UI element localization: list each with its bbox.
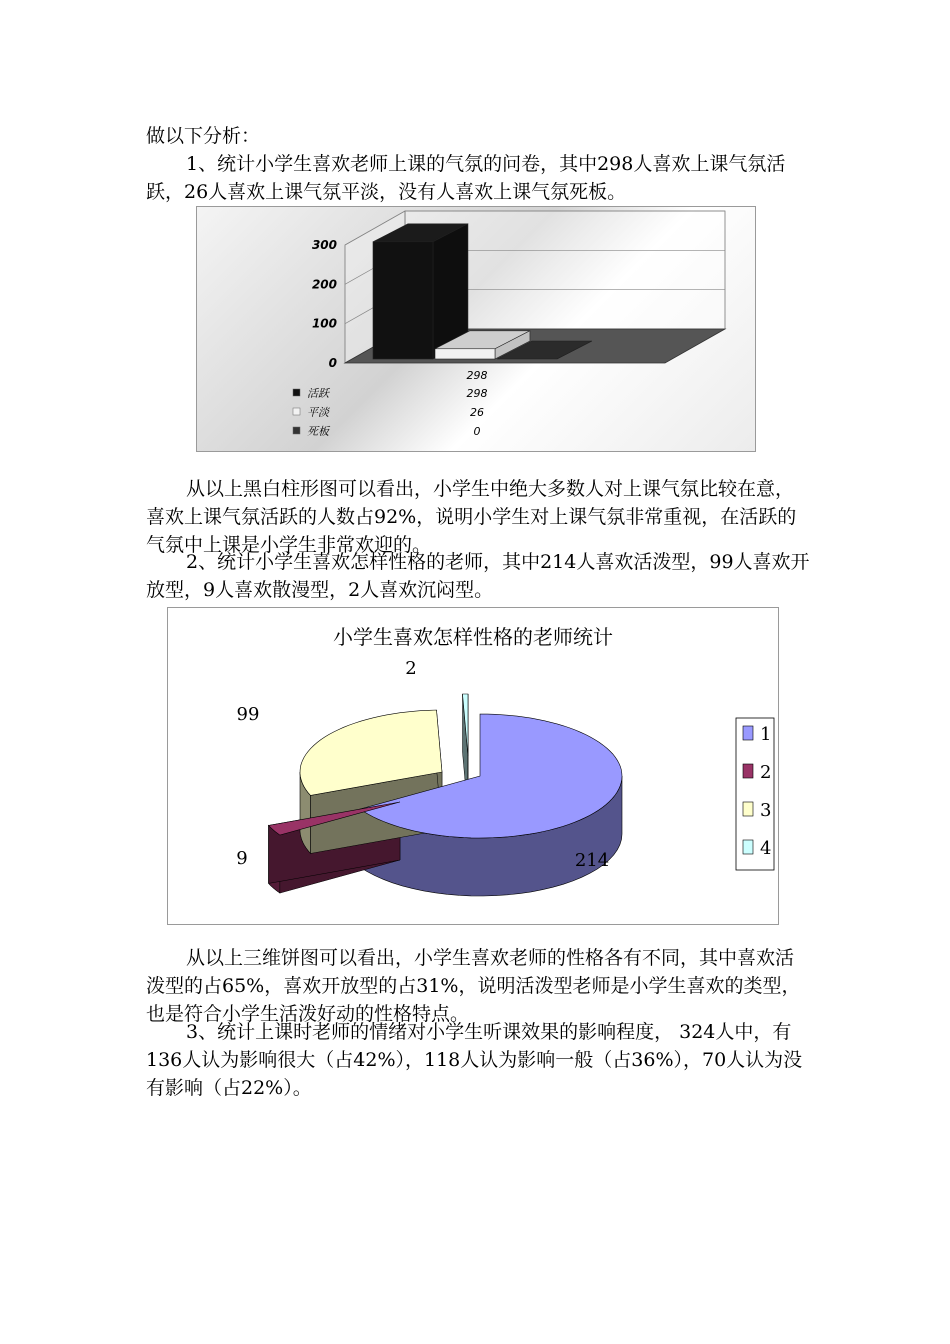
pie-title: 小学生喜欢怎样性格的老师统计 xyxy=(333,625,613,649)
legend-value: 26 xyxy=(470,406,484,419)
legend-label: 活跃 xyxy=(307,387,329,400)
pie-legend-label: 2 xyxy=(760,762,772,783)
y-tick-label: 0 xyxy=(328,356,337,370)
pie-data-label: 214 xyxy=(574,850,610,871)
pie-data-label: 2 xyxy=(405,658,417,679)
bar xyxy=(373,242,433,359)
pie-data-label: 99 xyxy=(236,704,260,725)
legend-value: 0 xyxy=(473,425,481,438)
legend-label: 平淡 xyxy=(307,406,329,419)
pie-legend-swatch xyxy=(743,802,753,816)
bar-chart-svg xyxy=(197,207,755,451)
category-label: 298 xyxy=(466,369,488,382)
pie-chart-svg xyxy=(168,608,778,924)
legend-value: 298 xyxy=(466,387,488,400)
paragraph-3: 2、统计小学生喜欢怎样性格的老师，其中214人喜欢活泼型，99人喜欢开放型，9人喜欢散漫型，2人喜欢沉闷型。 xyxy=(146,551,810,601)
paragraph-5: 3、统计上课时老师的情绪对小学生听课效果的影响程度， 324人中，有136人认为影响很大（占42%），118人认为影响一般（占36%），70人认为没有影响（占22%）。 xyxy=(146,1021,803,1099)
pie-chart xyxy=(167,607,779,925)
pie-legend-swatch xyxy=(743,726,753,740)
legend-label: 死板 xyxy=(307,425,329,438)
y-tick-label: 300 xyxy=(311,238,337,252)
pie-legend-label: 1 xyxy=(760,724,772,745)
legend-swatch xyxy=(293,389,300,396)
y-tick-label: 200 xyxy=(311,277,337,292)
bar xyxy=(435,349,495,359)
bar-chart xyxy=(196,206,756,452)
paragraph-1: 1、统计小学生喜欢老师上课的气氛的问卷，其中298人喜欢上课气氛活跃，26人喜欢上课气氛平淡，没有人喜欢上课气氛死板。 xyxy=(146,153,786,203)
paragraph-2: 从以上黑白柱形图可以看出，小学生中绝大多数人对上课气氛比较在意，喜欢上课气氛活跃的人数占92%，说明小学生对上课气氛非常重视，在活跃的气氛中上课是小学生非常欢迎的。 xyxy=(146,478,797,556)
pie-data-label: 9 xyxy=(236,848,248,869)
intro-text: 做以下分析： xyxy=(146,125,261,147)
pie-legend-label: 4 xyxy=(760,838,772,859)
paragraph-4: 从以上三维饼图可以看出，小学生喜欢老师的性格各有不同，其中喜欢活泼型的占65%，喜欢开放型的占31%，说明活泼型老师是小学生喜欢的类型，也是符合小学生活泼好动的性格特点。 xyxy=(146,947,801,1025)
pie-legend-label: 3 xyxy=(760,800,772,821)
pie-legend-swatch xyxy=(743,764,753,778)
y-tick-label: 100 xyxy=(311,316,337,331)
pie-legend-swatch xyxy=(743,840,753,854)
legend-swatch xyxy=(293,408,300,415)
legend-swatch xyxy=(293,427,300,434)
